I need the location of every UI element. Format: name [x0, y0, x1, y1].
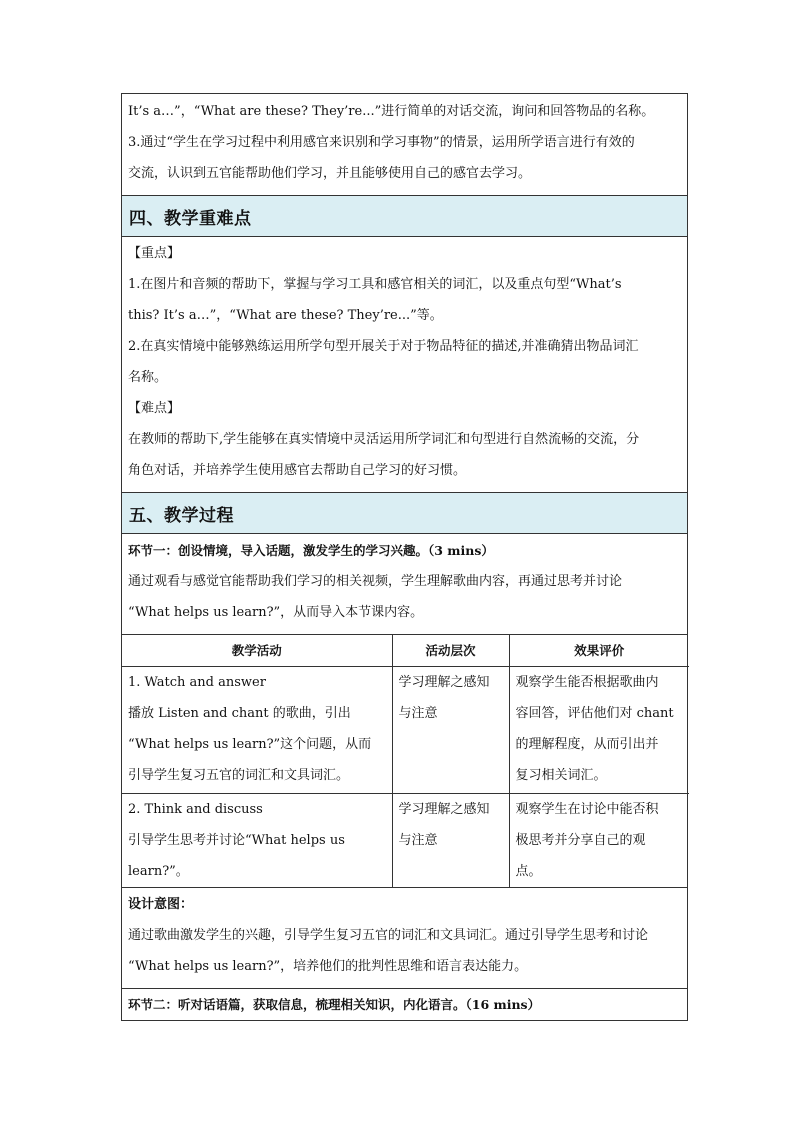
- cell-line: 引导学生复习五官的词汇和文具词汇。: [128, 768, 350, 783]
- cell-line: 点。: [515, 864, 542, 879]
- section-heading-key-points: 四、教学重难点: [122, 196, 687, 237]
- cell-line: 观察学生能否根据歌曲内: [515, 675, 659, 690]
- cell-line: 学习理解之感知: [398, 675, 490, 690]
- activity-table-wrapper: [122, 635, 687, 888]
- level-cell: [392, 794, 509, 888]
- column-header: 活动层次: [392, 635, 509, 667]
- cell-line: 容回答，评估他们对 chant: [515, 706, 674, 721]
- stage1-desc-line: 通过观看与感觉官能帮助我们学习的相关视频，学生理解歌曲内容，再通过思考并讨论: [128, 574, 623, 589]
- design-line: 通过歌曲激发学生的兴趣，引导学生复习五官的词汇和文具词汇。通过引导学生思考和讨论: [128, 928, 649, 943]
- key-point-line: 名称。: [128, 370, 168, 385]
- table-header-row: [122, 635, 689, 667]
- design-line: “What helps us learn?”，培养他们的批判性思维和语言表达能力。: [128, 959, 528, 974]
- objective-line: 交流，认识到五官能帮助他们学习，并且能够使用自己的感官去学习。: [128, 166, 532, 181]
- key-point-line: 2.在真实情境中能够熟练运用所学句型开展关于对于物品特征的描述,并准确猜出物品词汇: [128, 339, 639, 354]
- key-point-line: 1.在图片和音频的帮助下，掌握与学习工具和感官相关的词汇，以及重点句型“What’s: [128, 277, 622, 292]
- key-point-line: this? It’s a…”，“What are these? They’re...”等。: [128, 308, 443, 323]
- cell-line: “What helps us learn?”这个问题，从而: [128, 737, 372, 752]
- difficulty-line: 角色对话，并培养学生使用感官去帮助自己学习的好习惯。: [128, 463, 467, 478]
- difficulty-label: 【难点】: [128, 401, 181, 416]
- activity-cell: [122, 794, 392, 888]
- lesson-plan-table: [121, 93, 688, 1021]
- difficulty-line: 在教师的帮助下,学生能够在真实情境中灵活运用所学词汇和句型进行自然流畅的交流，分: [128, 432, 640, 447]
- key-points-body: [122, 237, 687, 493]
- stage2-title: 环节二：听对话语篇，获取信息，梳理相关知识，内化语言。（16 mins）: [128, 997, 541, 1012]
- cell-line: 与注意: [398, 706, 438, 721]
- cell-line: 2. Think and discuss: [128, 802, 263, 817]
- cell-line: 学习理解之感知: [398, 802, 490, 817]
- design-label: 设计意图：: [128, 897, 194, 912]
- table-row: [122, 667, 689, 794]
- stage1-intro: [122, 534, 687, 635]
- cell-line: 引导学生思考并讨论“What helps us: [128, 833, 345, 848]
- evaluation-cell: [509, 794, 689, 888]
- cell-line: 与注意: [398, 833, 438, 848]
- cell-line: 1. Watch and answer: [128, 675, 266, 690]
- cell-line: 播放 Listen and chant 的歌曲，引出: [128, 706, 351, 721]
- objectives-continued: [122, 94, 687, 196]
- column-header: 教学活动: [122, 635, 392, 667]
- table-row: [122, 794, 689, 888]
- evaluation-cell: [509, 667, 689, 794]
- stage1-desc-line: “What helps us learn?”，从而导入本节课内容。: [128, 605, 424, 620]
- cell-line: 极思考并分享自己的观: [515, 833, 646, 848]
- cell-line: 的理解程度，从而引出并: [515, 737, 659, 752]
- activity-table: [122, 635, 689, 887]
- cell-line: 复习相关词汇。: [515, 768, 607, 783]
- level-cell: [392, 667, 509, 794]
- objective-line: 3.通过“学生在学习过程中利用感官来识别和学习事物”的情景，运用所学语言进行有效的: [128, 135, 635, 150]
- stage1-title: 环节一：创设情境，导入话题，激发学生的学习兴趣。（3 mins）: [128, 543, 494, 558]
- design-intent: [122, 888, 687, 989]
- stage2-intro: [122, 989, 687, 1020]
- key-label: 【重点】: [128, 246, 181, 261]
- cell-line: learn?”。: [128, 864, 189, 879]
- activity-cell: [122, 667, 392, 794]
- objective-line: It’s a…”，“What are these? They’re...”进行简单的对话交流，询问和回答物品的名称。: [128, 104, 655, 119]
- column-header: 效果评价: [509, 635, 689, 667]
- section-heading-process: 五、教学过程: [122, 493, 687, 534]
- cell-line: 观察学生在讨论中能否积: [515, 802, 659, 817]
